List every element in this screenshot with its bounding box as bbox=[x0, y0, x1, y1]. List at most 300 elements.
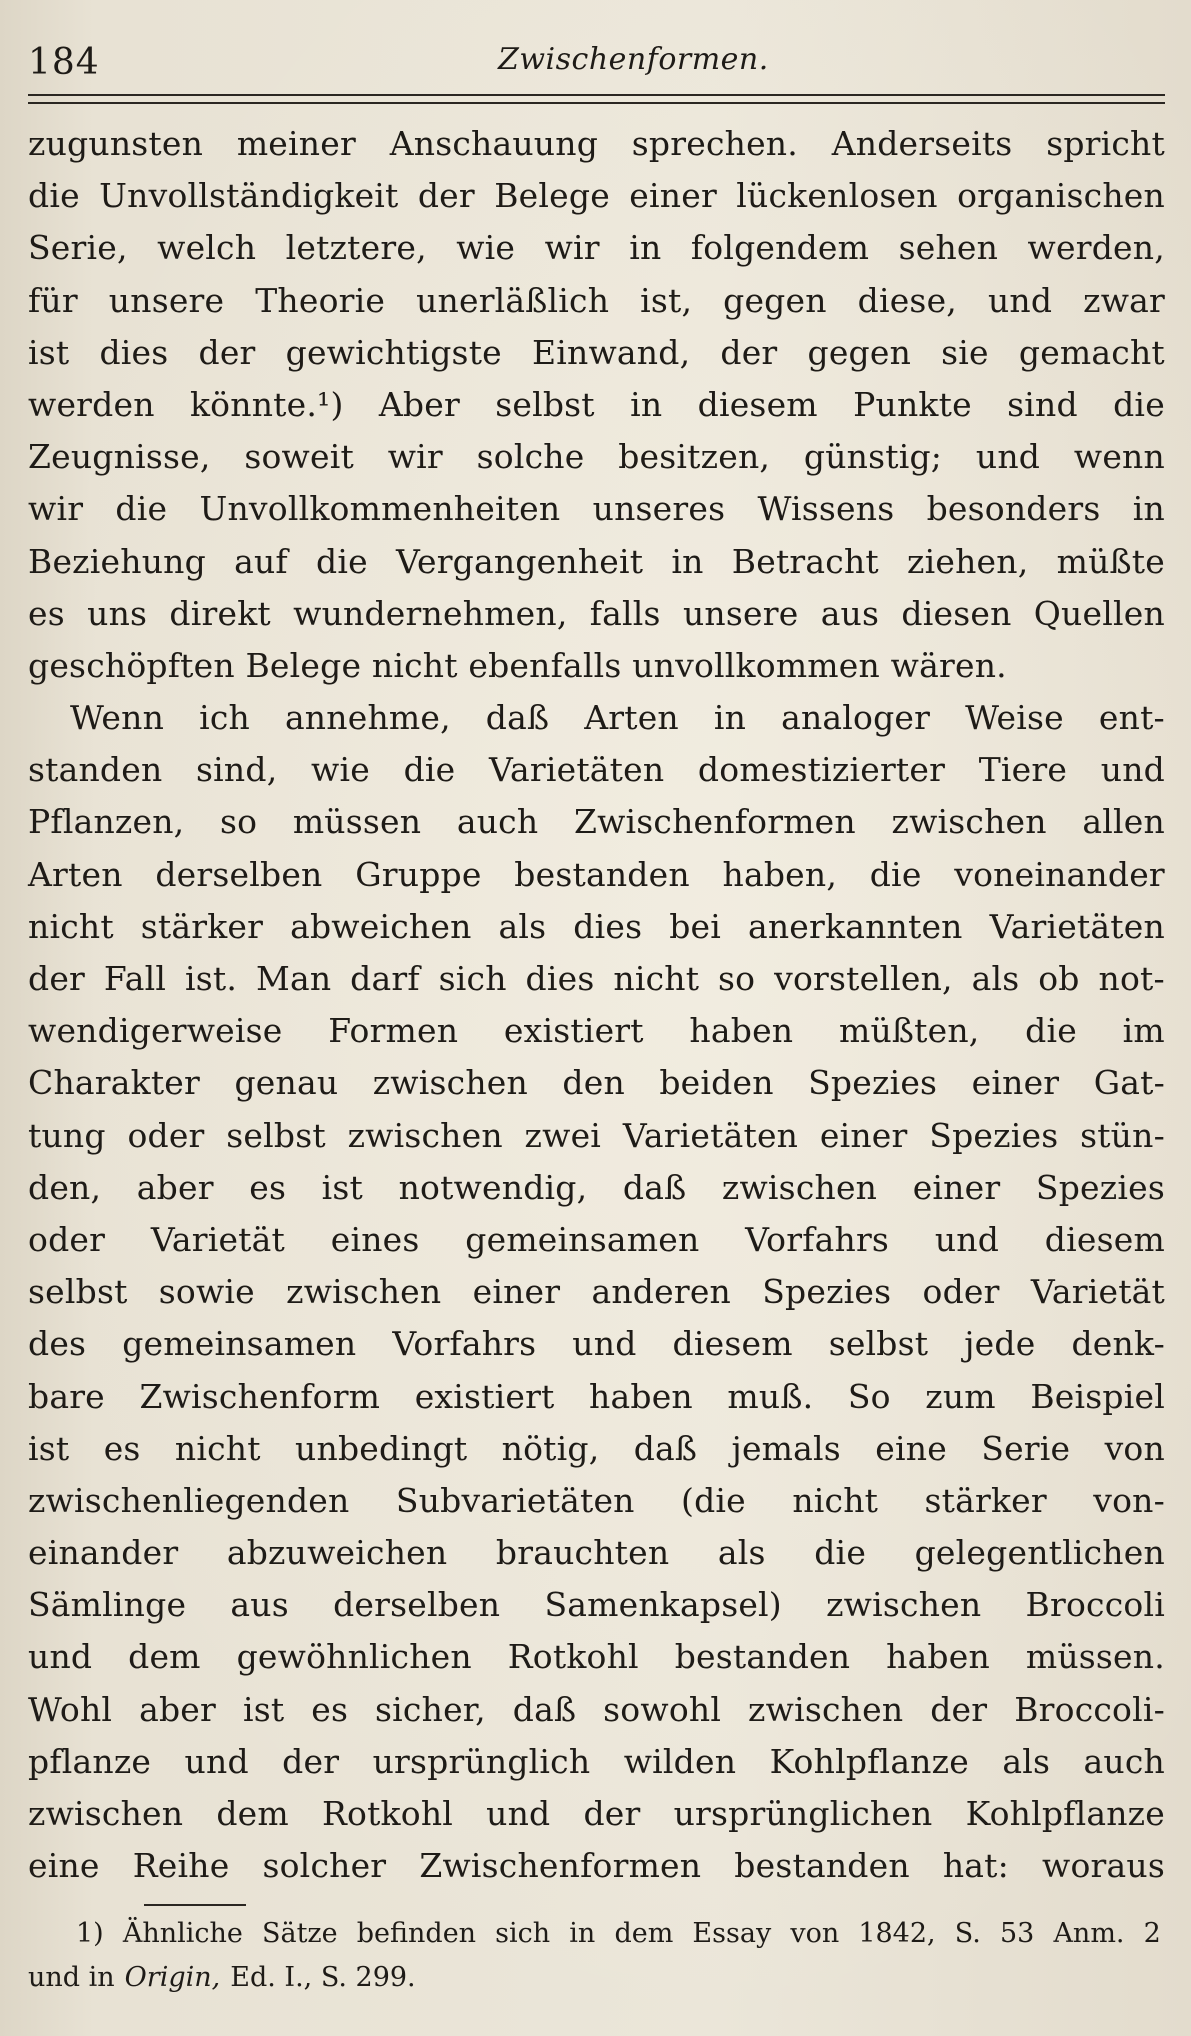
word: eine bbox=[28, 1846, 100, 1886]
word: eine bbox=[875, 1428, 947, 1468]
word: ursprünglich bbox=[372, 1741, 591, 1781]
word: ist. bbox=[185, 959, 238, 998]
word: einer bbox=[472, 1272, 561, 1312]
word: zwischen bbox=[721, 1167, 878, 1207]
word: der bbox=[28, 959, 86, 998]
word: dem bbox=[216, 1794, 289, 1833]
word: zwischen bbox=[748, 1689, 904, 1729]
word: Beziehung bbox=[28, 541, 206, 581]
word: müssen bbox=[292, 802, 422, 842]
word: Vorfahrs bbox=[745, 1219, 890, 1259]
word: unbedingt bbox=[295, 1428, 468, 1468]
word: Varietäten bbox=[622, 1115, 799, 1155]
text-line bbox=[28, 1788, 1165, 1840]
word: soweit bbox=[244, 437, 354, 477]
word: Einwand, bbox=[531, 332, 691, 372]
word: aber bbox=[139, 1689, 216, 1729]
word: dem bbox=[614, 1918, 674, 1949]
word: müßte bbox=[1056, 541, 1165, 581]
word: werden bbox=[28, 384, 155, 424]
word: müßten, bbox=[838, 1011, 980, 1051]
word: nicht bbox=[174, 1428, 261, 1468]
body-text bbox=[28, 118, 1165, 1892]
word: oder bbox=[922, 1272, 1000, 1312]
word: von bbox=[1104, 1428, 1165, 1468]
text-line bbox=[28, 849, 1165, 901]
word: Serie bbox=[981, 1428, 1071, 1468]
word: besitzen, bbox=[618, 437, 771, 477]
word: der bbox=[417, 176, 475, 216]
word: domestizierter bbox=[697, 750, 946, 790]
word: Zwischenformen bbox=[573, 802, 856, 842]
word: Broccoli bbox=[1025, 1585, 1165, 1625]
word: wilden bbox=[623, 1741, 737, 1781]
word: gegen bbox=[723, 280, 827, 320]
word: und bbox=[572, 1324, 637, 1364]
word: diesen bbox=[901, 593, 1012, 633]
page-header bbox=[28, 36, 1165, 84]
word: wundernehmen, bbox=[293, 593, 568, 633]
word: die bbox=[115, 489, 168, 529]
word: der bbox=[198, 332, 256, 372]
text-line bbox=[28, 901, 1165, 953]
word: wie bbox=[456, 228, 516, 268]
word: dies bbox=[573, 906, 643, 946]
word: diesem bbox=[1044, 1219, 1165, 1259]
word: einer bbox=[912, 1167, 1001, 1207]
word: ist bbox=[28, 1428, 70, 1468]
footnote-line bbox=[28, 1912, 1161, 1956]
word: bestanden bbox=[734, 1846, 910, 1886]
word: die bbox=[403, 750, 456, 790]
word: Kohlpflanze bbox=[769, 1741, 969, 1781]
word: wenn bbox=[1073, 437, 1165, 477]
word: Pflanzen, bbox=[28, 802, 185, 842]
word: S. bbox=[954, 1918, 981, 1949]
word: direkt bbox=[169, 593, 271, 633]
word: sowohl bbox=[603, 1689, 722, 1729]
word: notwendig, bbox=[398, 1167, 588, 1207]
word: abzuweichen bbox=[226, 1533, 448, 1573]
text-line bbox=[28, 1110, 1165, 1162]
word: sie bbox=[941, 332, 989, 372]
word: Varietäten bbox=[488, 750, 665, 790]
word: diese, bbox=[857, 280, 957, 320]
footnote-text: Ed. I., S. 299. bbox=[230, 1962, 416, 1993]
word: allen bbox=[1082, 802, 1165, 842]
word: gewöhnlichen bbox=[236, 1637, 472, 1677]
word: bei bbox=[669, 906, 721, 946]
word: zwar bbox=[1083, 280, 1165, 320]
word: Varietät bbox=[150, 1219, 285, 1259]
word: woraus bbox=[1042, 1846, 1165, 1886]
word: anerkannten bbox=[747, 906, 963, 946]
word: daß bbox=[512, 1689, 577, 1729]
word: not- bbox=[1098, 959, 1165, 998]
text-line bbox=[28, 222, 1165, 274]
word: in bbox=[630, 384, 663, 424]
word: die bbox=[869, 854, 922, 894]
word: Belege bbox=[494, 176, 610, 216]
word: analoger bbox=[781, 698, 931, 738]
word: der bbox=[282, 1741, 340, 1781]
word: zugunsten bbox=[28, 124, 204, 163]
text-line bbox=[28, 275, 1165, 327]
word: Weise bbox=[965, 698, 1064, 738]
word: letztere, bbox=[285, 228, 427, 268]
word: tung bbox=[28, 1115, 106, 1155]
word: aber bbox=[136, 1167, 214, 1207]
word: Varietät bbox=[1030, 1272, 1165, 1312]
word: günstig; bbox=[803, 437, 943, 477]
word: ist bbox=[242, 1689, 285, 1729]
word: muß. bbox=[727, 1376, 814, 1416]
word: des bbox=[28, 1324, 87, 1364]
text-line bbox=[28, 1840, 1165, 1892]
word: dem bbox=[128, 1637, 201, 1677]
word: werden, bbox=[1027, 228, 1165, 268]
text-line bbox=[28, 327, 1165, 379]
word: die bbox=[316, 541, 368, 581]
word: sich bbox=[495, 1918, 551, 1949]
word: nötig, bbox=[501, 1428, 600, 1468]
text-line bbox=[28, 744, 1165, 796]
word: zwischen bbox=[372, 1063, 528, 1103]
word: Samenkapsel) bbox=[544, 1585, 782, 1625]
word: in bbox=[569, 1918, 596, 1949]
word: die bbox=[1025, 1011, 1077, 1051]
word: wendigerweise bbox=[28, 1011, 283, 1051]
word: Spezies bbox=[929, 1115, 1059, 1155]
word: Anm. bbox=[1053, 1918, 1125, 1949]
word: dies bbox=[525, 959, 595, 998]
footnote-rule bbox=[144, 1904, 246, 1906]
word: sowie bbox=[158, 1272, 255, 1312]
word: Arten bbox=[584, 698, 679, 738]
word: Wenn bbox=[70, 698, 165, 738]
word: (die bbox=[681, 1480, 746, 1520]
word: aus bbox=[230, 1585, 289, 1625]
running-title: Zwischenformen. bbox=[498, 42, 769, 77]
text-line bbox=[28, 588, 1165, 640]
word: in bbox=[1132, 489, 1165, 529]
word: sehen bbox=[898, 228, 999, 268]
text-line bbox=[28, 483, 1165, 535]
text-line: geschöpften Belege nicht ebenfalls unvollkommen wären. bbox=[28, 645, 1007, 685]
word: nicht bbox=[792, 1480, 879, 1520]
word: und bbox=[987, 280, 1053, 320]
word: Aber bbox=[378, 384, 460, 424]
text-line bbox=[28, 1057, 1165, 1109]
word: als bbox=[1002, 1741, 1051, 1781]
word: annehme, bbox=[284, 698, 451, 738]
word: Anderseits bbox=[831, 124, 1013, 163]
text-line bbox=[28, 692, 1165, 744]
text-line bbox=[28, 953, 1165, 1005]
word: für bbox=[28, 280, 78, 320]
word: diesem bbox=[697, 384, 818, 424]
word: Rotkohl bbox=[321, 1794, 454, 1833]
word: 53 bbox=[999, 1918, 1035, 1949]
word: Zwischenformen bbox=[419, 1846, 702, 1886]
footnote-title-italic: Origin, bbox=[124, 1962, 221, 1993]
word: den bbox=[562, 1063, 625, 1103]
word: sicher, bbox=[375, 1689, 486, 1729]
word: befinden bbox=[356, 1918, 477, 1949]
word: einer bbox=[819, 1115, 908, 1155]
word: im bbox=[1122, 1011, 1165, 1051]
text-line bbox=[28, 1318, 1165, 1370]
word: die bbox=[814, 1533, 867, 1573]
text-line bbox=[28, 1005, 1165, 1057]
word: selbst bbox=[828, 1324, 929, 1364]
word: gemeinsamen bbox=[465, 1219, 700, 1259]
word: existiert bbox=[414, 1376, 555, 1416]
word: sind, bbox=[196, 750, 278, 790]
word: Wissens bbox=[757, 489, 895, 529]
word: zwei bbox=[524, 1115, 602, 1155]
word: und bbox=[1100, 750, 1165, 790]
word: könnte.¹) bbox=[189, 384, 344, 424]
word: dies bbox=[99, 332, 169, 372]
text-line bbox=[28, 431, 1165, 483]
word: Gat- bbox=[1093, 1063, 1165, 1103]
word: Gruppe bbox=[355, 854, 482, 894]
word: spricht bbox=[1046, 124, 1165, 163]
word: Kohlpflanze bbox=[965, 1794, 1165, 1833]
word: ist bbox=[28, 332, 70, 372]
word: einer bbox=[971, 1063, 1060, 1103]
footnote-text: und in bbox=[28, 1962, 115, 1993]
word: gemacht bbox=[1018, 332, 1165, 372]
text-line bbox=[28, 118, 1165, 170]
word: Rotkohl bbox=[507, 1637, 639, 1677]
word: eines bbox=[330, 1219, 420, 1259]
word: Zeugnisse, bbox=[28, 437, 211, 477]
word: daß bbox=[622, 1167, 687, 1207]
word: derselben bbox=[155, 854, 323, 894]
word: Spezies bbox=[762, 1272, 892, 1312]
word: wir bbox=[387, 437, 443, 477]
page-number: 184 bbox=[28, 42, 100, 83]
word: auf bbox=[234, 541, 288, 581]
word: Unvollständigkeit bbox=[99, 176, 399, 216]
word: gewichtigste bbox=[285, 332, 502, 372]
word: als bbox=[717, 1533, 766, 1573]
word: nicht bbox=[28, 906, 114, 946]
word: gelegentlichen bbox=[914, 1533, 1165, 1573]
word: Spezies bbox=[808, 1063, 938, 1103]
word: es bbox=[28, 593, 65, 633]
word: 1842, bbox=[858, 1918, 936, 1949]
word: anderen bbox=[591, 1272, 732, 1312]
word: Sätze bbox=[261, 1918, 338, 1949]
word: diesem bbox=[672, 1324, 793, 1364]
word: auch bbox=[1083, 1741, 1165, 1781]
word: welch bbox=[157, 228, 257, 268]
word: darf bbox=[350, 959, 420, 998]
word: derselben bbox=[333, 1585, 501, 1625]
text-line bbox=[28, 379, 1165, 431]
word: jemals bbox=[731, 1428, 841, 1468]
word: zwischen bbox=[347, 1115, 503, 1155]
word: solcher bbox=[262, 1846, 387, 1886]
word: als bbox=[971, 959, 1020, 998]
word: in bbox=[713, 698, 747, 738]
word: Subvarietäten bbox=[395, 1480, 635, 1520]
text-line bbox=[28, 536, 1165, 588]
word: beiden bbox=[659, 1063, 774, 1103]
word: oder bbox=[28, 1219, 106, 1259]
word: So bbox=[847, 1376, 891, 1416]
word: der bbox=[720, 332, 778, 372]
word: ich bbox=[199, 698, 250, 738]
word: haben bbox=[689, 1011, 794, 1051]
word: daß bbox=[485, 698, 550, 738]
word: sprechen. bbox=[631, 124, 798, 163]
word: so bbox=[219, 802, 258, 842]
text-line bbox=[28, 1736, 1165, 1788]
word: organischen bbox=[957, 176, 1165, 216]
word: nicht bbox=[613, 959, 700, 998]
word: Vergangenheit bbox=[395, 541, 644, 581]
word: ursprünglichen bbox=[673, 1794, 933, 1833]
word: zwischen bbox=[286, 1272, 442, 1312]
word: Anschauung bbox=[389, 124, 599, 163]
word: es bbox=[103, 1428, 141, 1468]
word: abweichen bbox=[290, 906, 472, 946]
word: Unvollkommenheiten bbox=[199, 489, 561, 529]
word: Quellen bbox=[1033, 593, 1165, 633]
word: aus bbox=[820, 593, 880, 633]
text-line bbox=[28, 1579, 1165, 1631]
text-line bbox=[28, 796, 1165, 848]
word: denk- bbox=[1071, 1324, 1165, 1364]
word: einander bbox=[28, 1533, 179, 1573]
word: den, bbox=[28, 1167, 102, 1207]
word: genau bbox=[234, 1063, 339, 1103]
word: lückenlosen bbox=[736, 176, 938, 216]
word: als bbox=[498, 906, 547, 946]
word: Charakter bbox=[28, 1063, 200, 1103]
word: Tiere bbox=[978, 750, 1068, 790]
word: falls bbox=[589, 593, 661, 633]
word: stärker bbox=[924, 1480, 1047, 1520]
word: uns bbox=[87, 593, 148, 633]
word: daß bbox=[633, 1428, 698, 1468]
word: der bbox=[583, 1794, 641, 1833]
word: zum bbox=[925, 1376, 996, 1416]
word: und bbox=[184, 1741, 249, 1781]
word: und bbox=[486, 1794, 551, 1833]
word: brauchten bbox=[495, 1533, 670, 1573]
word: selbst bbox=[226, 1115, 326, 1155]
word: zwischen bbox=[891, 802, 1047, 842]
word: in bbox=[629, 228, 662, 268]
word: 2 bbox=[1143, 1918, 1161, 1949]
word: der bbox=[930, 1689, 988, 1729]
text-line bbox=[28, 1684, 1165, 1736]
word: Punkte bbox=[853, 384, 972, 424]
word: Reihe bbox=[132, 1846, 230, 1886]
word: folgendem bbox=[690, 228, 870, 268]
word: in bbox=[671, 541, 704, 581]
word: haben, bbox=[722, 854, 838, 894]
word: unsere bbox=[682, 593, 799, 633]
word: solche bbox=[476, 437, 585, 477]
word: die bbox=[1113, 384, 1165, 424]
word: Man bbox=[255, 959, 332, 998]
word: ist, bbox=[640, 280, 693, 320]
word: pflanze bbox=[28, 1741, 152, 1781]
word: Wohl bbox=[28, 1689, 113, 1729]
word: bestanden bbox=[514, 854, 690, 894]
word: und bbox=[934, 1219, 1000, 1259]
word: ent- bbox=[1098, 698, 1165, 738]
word: es bbox=[249, 1167, 287, 1207]
word: bestanden bbox=[674, 1637, 851, 1677]
word: haben bbox=[589, 1376, 693, 1416]
header-double-rule bbox=[28, 94, 1165, 104]
word: Serie, bbox=[28, 228, 128, 268]
word: existiert bbox=[503, 1011, 644, 1051]
footnote-line-2 bbox=[28, 1956, 1161, 2000]
word: es bbox=[311, 1689, 349, 1729]
word: bare bbox=[28, 1376, 105, 1416]
word: Ähnliche bbox=[122, 1918, 243, 1949]
word: zwischen bbox=[826, 1585, 982, 1625]
word: zwischen bbox=[28, 1794, 184, 1833]
word: Formen bbox=[328, 1011, 459, 1051]
word: Fall bbox=[103, 959, 167, 998]
word: wir bbox=[28, 489, 84, 529]
word: selbst bbox=[495, 384, 595, 424]
word: haben bbox=[886, 1637, 990, 1677]
word: Zwischenform bbox=[139, 1376, 381, 1416]
text-line bbox=[28, 1527, 1165, 1579]
footnotes bbox=[28, 1912, 1161, 2000]
word: so bbox=[718, 959, 756, 998]
word: vorstellen, bbox=[774, 959, 953, 998]
word: jede bbox=[964, 1324, 1036, 1364]
word: von bbox=[790, 1918, 840, 1949]
word: hat: bbox=[942, 1846, 1009, 1886]
word: ziehen, bbox=[907, 541, 1029, 581]
text-line bbox=[28, 1162, 1165, 1214]
word: zwischenliegenden bbox=[28, 1480, 350, 1520]
word: besonders bbox=[926, 489, 1101, 529]
text-line bbox=[28, 1371, 1165, 1423]
word: Beispiel bbox=[1030, 1376, 1165, 1416]
word: Arten bbox=[28, 854, 123, 894]
word: unseres bbox=[592, 489, 726, 529]
word: 1) bbox=[76, 1918, 104, 1949]
word: voneinander bbox=[954, 854, 1165, 894]
word: standen bbox=[28, 750, 163, 790]
word: die bbox=[28, 176, 80, 216]
word: ob bbox=[1038, 959, 1080, 998]
text-line bbox=[28, 1266, 1165, 1318]
word: stärker bbox=[140, 906, 264, 946]
word: auch bbox=[456, 802, 539, 842]
word: einer bbox=[629, 176, 717, 216]
word: sich bbox=[438, 959, 507, 998]
word: ist bbox=[321, 1167, 364, 1207]
word: wie bbox=[311, 750, 370, 790]
text-line bbox=[28, 1475, 1165, 1527]
word: Betracht bbox=[731, 541, 879, 581]
text-line bbox=[28, 1423, 1165, 1475]
